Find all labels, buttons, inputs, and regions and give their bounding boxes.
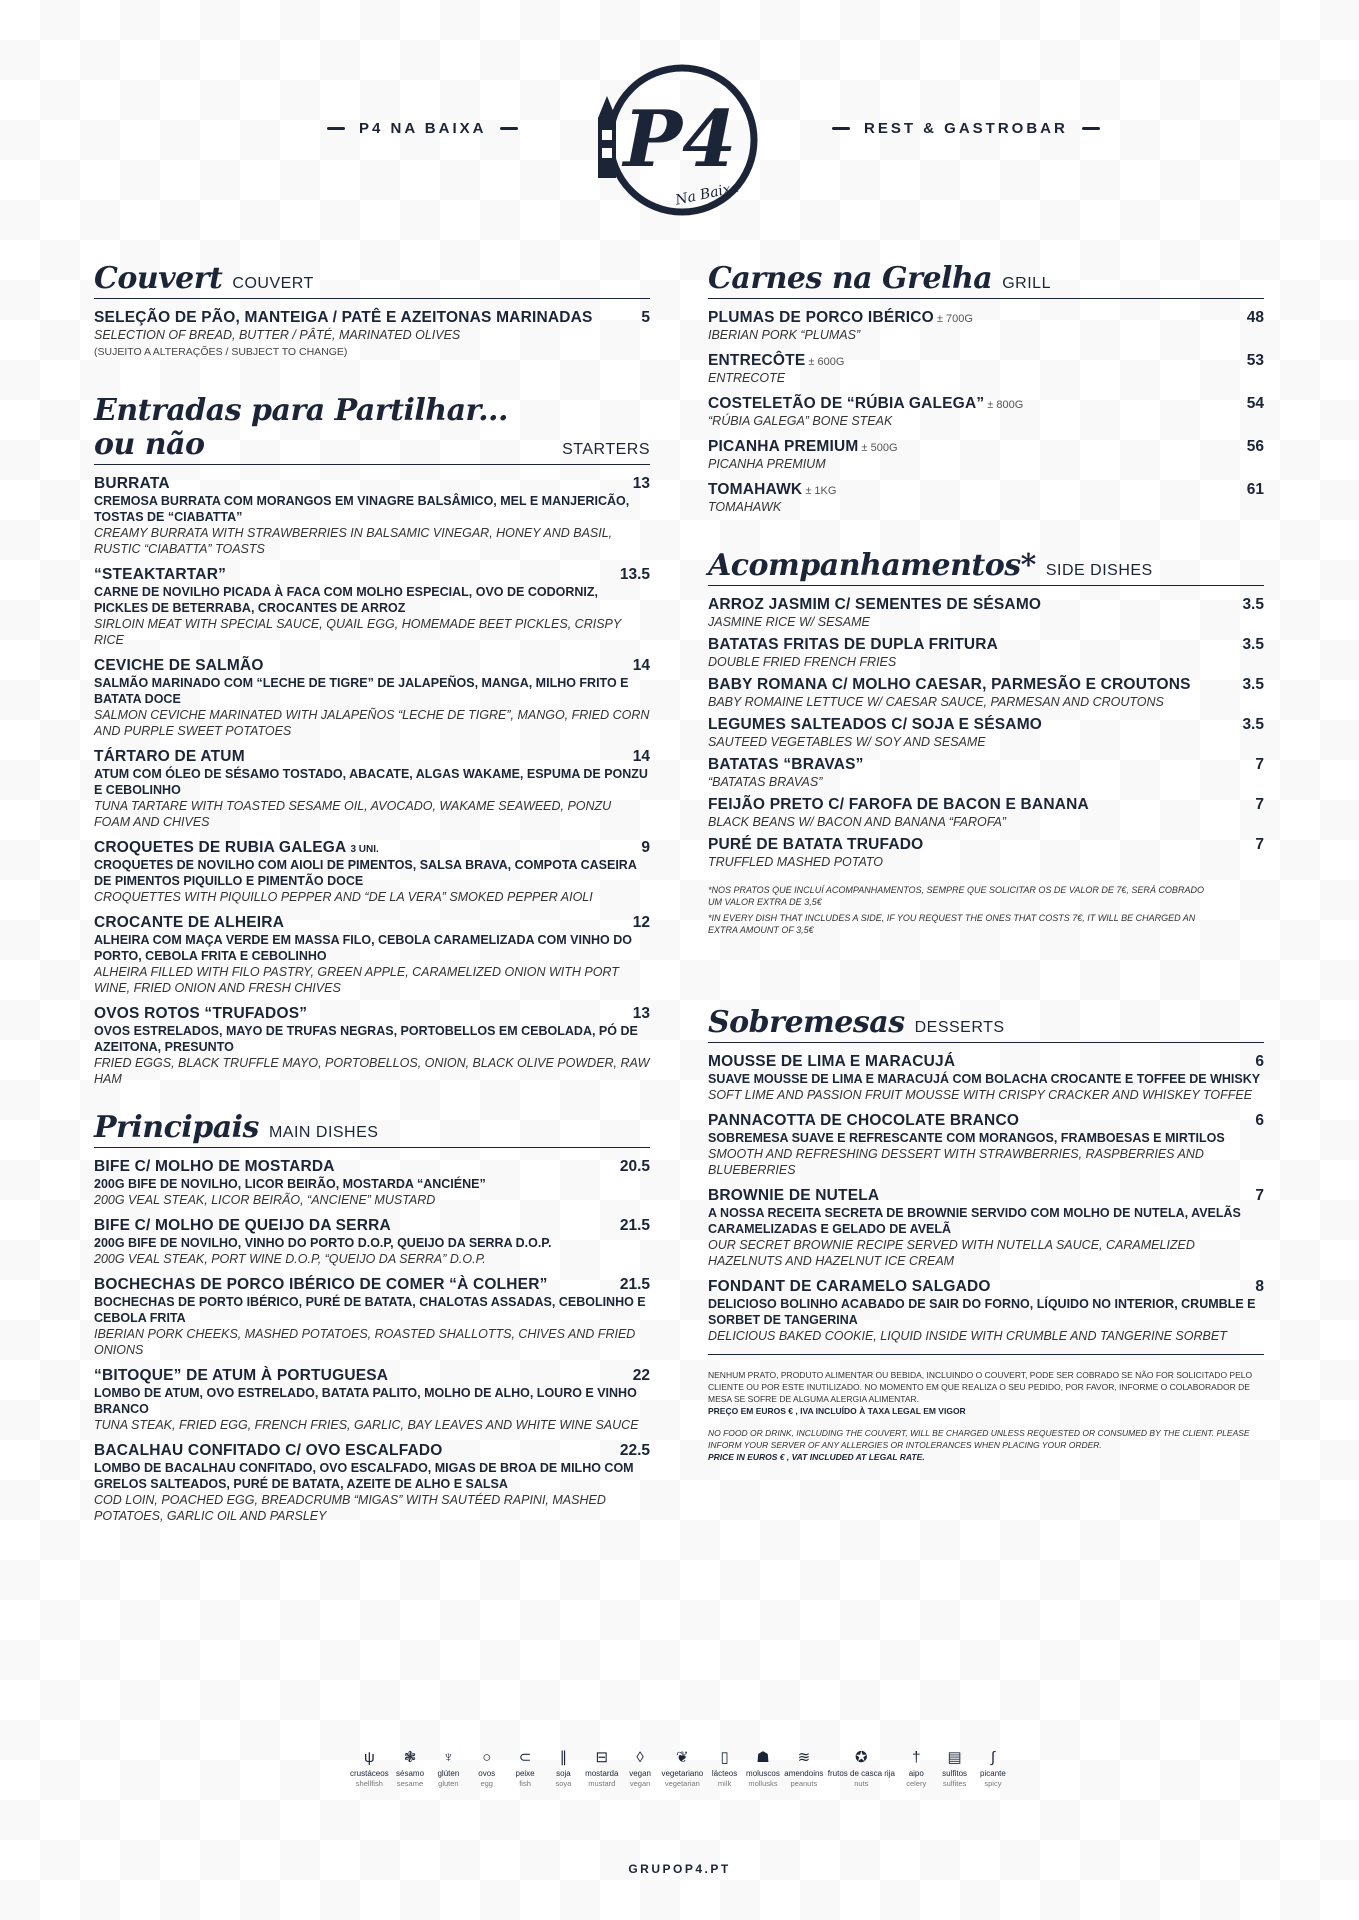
section-title: Couvert [94, 261, 223, 296]
item-weight: ± 1KG [805, 485, 837, 497]
item-description-pt: SOBREMESA SUAVE E REFRESCANTE COM MORANGOS, FRAMBOESAS E MIRTILOS [708, 1131, 1225, 1145]
section-title: Sobremesas [708, 1005, 905, 1040]
item-description-pt: ALHEIRA COM MAÇA VERDE EM MASSA FILO, CEBOLA CARAMELIZADA COM VINHO DO PORTO, CEBOLA FRITA E CEBOLINHO [94, 933, 632, 963]
menu-item [708, 395, 1264, 429]
item-name: FONDANT DE CARAMELO SALGADO [708, 1278, 991, 1295]
allergen-mollusks [746, 1748, 780, 1789]
item-price: 3.5 [1242, 716, 1264, 733]
menu-item [708, 796, 1264, 830]
menu-item [94, 839, 650, 905]
item-weight: ± 800G [987, 399, 1024, 411]
section-starters [94, 394, 650, 1087]
allergen-vegan [623, 1748, 657, 1789]
item-name: ENTRECÔTE [708, 352, 806, 369]
allergen-label-pt: frutos de casca rija [827, 1769, 895, 1778]
menu-item [94, 566, 650, 648]
item-name: PLUMAS DE PORCO IBÉRICO [708, 309, 934, 326]
peanuts-icon: ≋ [797, 1749, 811, 1766]
legal-en: NO FOOD OR DRINK, INCLUDING THE COUVERT, WILL BE CHARGED UNLESS REQUESTED OR CONSUMED BY THE CLIENT. PLEASE INFORM YOUR SERVER OF ANY ALLERGIES OR INTOLERANCES WHEN PLACING YOUR ORDER. [708, 1428, 1250, 1450]
vegetarian-icon: ❦ [676, 1749, 689, 1766]
item-price: 7 [1255, 1187, 1264, 1204]
item-name: SELEÇÃO DE PÃO, MANTEIGA / PATÊ E AZEITONAS MARINADAS [94, 309, 593, 326]
allergen-soya [546, 1748, 580, 1789]
item-description-en: IBERIAN PORK CHEEKS, MASHED POTATOES, ROASTED SHALLOTTS, CHIVES AND FRIED ONIONS [94, 1327, 636, 1357]
allergen-label-pt: vegan [629, 1769, 651, 1778]
allergen-label-pt: amendoins [784, 1769, 824, 1778]
item-description-pt: CREMOSA BURRATA COM MORANGOS EM VINAGRE BALSÂMICO, MEL E MANJERICÃO, TOSTAS DE “CIABATTA” [94, 494, 630, 524]
allergen-label-en: mollusks [748, 1779, 778, 1788]
logo-script: Na Baixa [674, 179, 741, 209]
allergen-egg [470, 1748, 504, 1789]
section-subtitle: STARTERS [562, 441, 650, 458]
item-description-en: 200G VEAL STEAK, PORT WINE D.O.P, “QUEIJO DA SERRA” D.O.P. [94, 1252, 486, 1266]
soy-icon: ∥ [559, 1749, 568, 1766]
section-header [708, 1006, 1264, 1043]
header-right [832, 120, 1100, 137]
item-description-pt: SALMÃO MARINADO COM “LECHE DE TIGRE” DE JALAPEÑOS, MANGA, MILHO FRITO E BATATA DOCE [94, 676, 629, 706]
left-column [94, 262, 650, 1546]
item-description-pt: OVOS ESTRELADOS, MAYO DE TRUFAS NEGRAS, PORTOBELLOS EM CEBOLADA, PÓ DE AZEITONA, PRESUNTO [94, 1024, 638, 1054]
section-grill [708, 262, 1264, 515]
menu-item [708, 352, 1264, 386]
item-description-pt: BOCHECHAS DE PORTO IBÉRICO, PURÉ DE BATATA, CHALOTAS ASSADAS, CEBOLINHO E CEBOLA FRITA [94, 1295, 646, 1325]
menu-item [708, 596, 1264, 630]
item-name: LEGUMES SALTEADOS C/ SOJA E SÉSAMO [708, 716, 1043, 733]
allergen-nuts [828, 1748, 895, 1789]
section-title: Carnes na Grelha [708, 261, 993, 296]
item-price: 13.5 [619, 566, 650, 583]
section-subtitle: DESSERTS [914, 1019, 1005, 1036]
menu-item [708, 1053, 1264, 1103]
allergen-fish [508, 1748, 542, 1789]
allergen-label-en: vegetarian [664, 1779, 700, 1788]
item-description-pt: DELICIOSO BOLINHO ACABADO DE SAIR DO FORNO, LÍQUIDO NO INTERIOR, CRUMBLE E SORBET DE TANGERINA [708, 1297, 1256, 1327]
item-description-pt: LOMBO DE ATUM, OVO ESTRELADO, BATATA PALITO, MOLHO DE ALHO, LOURO E VINHO BRANCO [94, 1386, 637, 1416]
allergen-label-en: vegan [629, 1779, 651, 1788]
allergen-gluten [431, 1748, 465, 1789]
allergen-label-pt: soja [556, 1769, 571, 1778]
item-name: “STEAKTARTAR” [94, 566, 227, 583]
right-column [708, 262, 1264, 1485]
menu-item [708, 481, 1264, 515]
item-description-en: TUNA TARTARE WITH TOASTED SESAME OIL, AVOCADO, WAKAME SEAWEED, PONZU FOAM AND CHIVES [94, 799, 612, 829]
fish-icon: ⊂ [518, 1749, 532, 1766]
item-price: 9 [641, 839, 650, 856]
allergen-label-en: sulfites [942, 1779, 967, 1788]
allergen-legend [350, 1748, 1010, 1789]
allergen-label-pt: lácteos [711, 1769, 738, 1778]
item-description-pt: LOMBO DE BACALHAU CONFITADO, OVO ESCALFADO, MIGAS DE BROA DE MILHO COM GRELOS SALTEADOS, PURÉ DE BATATA, AZEITE DE ALHO E SALSA [94, 1461, 634, 1491]
sulfites-icon: ▤ [947, 1749, 962, 1766]
gluten-icon: ♆ [442, 1749, 454, 1766]
item-description-en: IBERIAN PORK “PLUMAS” [708, 328, 861, 342]
menu-item [94, 309, 650, 358]
allergen-label-en: peanuts [790, 1779, 818, 1788]
item-description-en: SAUTEED VEGETABLES W/ SOY AND SESAME [708, 735, 986, 749]
item-description-en: SIRLOIN MEAT WITH SPECIAL SAUCE, QUAIL EGG, HOMEMADE BEET PICKLES, CRISPY RICE [94, 617, 621, 647]
allergen-label-en: shellfish [355, 1779, 383, 1788]
website-link[interactable]: GRUPOP4.PT [628, 1862, 731, 1876]
item-price: 21.5 [619, 1217, 650, 1234]
item-description-en: BABY ROMAINE LETTUCE W/ CAESAR SAUCE, PARMESAN AND CROUTONS [708, 695, 1164, 709]
section-mains [94, 1111, 650, 1524]
section-header [94, 394, 650, 465]
legal-en-price: PRICE IN EUROS € , VAT INCLUDED AT LEGAL RATE. [708, 1452, 925, 1462]
egg-icon: ○ [482, 1749, 492, 1766]
item-name: COSTELETÃO DE “RÚBIA GALEGA” [708, 395, 985, 412]
item-name: FEIJÃO PRETO C/ FAROFA DE BACON E BANANA [708, 796, 1089, 813]
item-name: CROCANTE DE ALHEIRA [94, 914, 285, 931]
section-subtitle: SIDE DISHES [1045, 562, 1153, 579]
divider [832, 127, 850, 130]
item-name: “BITOQUE” DE ATUM À PORTUGUESA [94, 1367, 389, 1384]
item-name: BATATAS FRITAS DE DUPLA FRITURA [708, 636, 999, 653]
item-description-en: COD LOIN, POACHED EGG, BREADCRUMB “MIGAS” WITH SAUTÉED RAPINI, MASHED POTATOES, GARLIC OIL AND PARSLEY [94, 1493, 606, 1523]
allergen-label-en: milk [717, 1779, 732, 1788]
item-price: 21.5 [619, 1276, 650, 1293]
item-name: TOMAHAWK [708, 481, 803, 498]
sesame-icon: ❃ [403, 1749, 417, 1766]
item-name: CEVICHE DE SALMÃO [94, 657, 264, 674]
item-price: 22 [632, 1367, 650, 1384]
menu-item [708, 636, 1264, 670]
item-name: OVOS ROTOS “TRUFADOS” [94, 1005, 308, 1022]
item-price: 12 [632, 914, 650, 931]
allergen-mustard [585, 1748, 619, 1789]
logo-text: P4 [623, 94, 737, 185]
item-description-en: SALMON CEVICHE MARINATED WITH JALAPEÑOS “LECHE DE TIGRE”, MANGO, FRIED CORN AND PURPLE SWEET POTATOES [94, 708, 650, 738]
item-price: 13 [632, 475, 650, 492]
allergen-label-pt: crustáceos [350, 1769, 389, 1778]
menu-item [708, 438, 1264, 472]
section-header [94, 1111, 650, 1148]
allergen-label-pt: moluscos [746, 1769, 780, 1778]
menu-item [94, 657, 650, 739]
allergen-sesame [393, 1748, 427, 1789]
allergen-label-en: fish [519, 1779, 531, 1788]
allergen-label-pt: peixe [515, 1769, 535, 1778]
item-description-en: SOFT LIME AND PASSION FRUIT MOUSSE WITH CRISPY CRACKER AND WHISKEY TOFFEE [708, 1088, 1253, 1102]
item-price: 48 [1246, 309, 1264, 326]
item-description-en: TRUFFLED MASHED POTATO [708, 855, 884, 869]
section-header [94, 262, 650, 299]
celery-icon: † [912, 1749, 921, 1766]
item-description-en: JASMINE RICE W/ SESAME [708, 615, 870, 629]
legal-pt-price: PREÇO EM EUROS € , IVA INCLUÍDO À TAXA LEGAL EM VIGOR [708, 1406, 966, 1416]
item-description-en: “RÚBIA GALEGA” BONE STEAK [708, 414, 893, 428]
item-price: 56 [1246, 438, 1264, 455]
item-weight: ± 600G [808, 356, 845, 368]
allergen-label-en: spicy [984, 1779, 1002, 1788]
section-subtitle: COUVERT [232, 275, 314, 292]
allergen-label-pt: mostarda [585, 1769, 619, 1778]
allergen-peanuts [784, 1748, 823, 1789]
item-weight: ± 500G [861, 442, 898, 454]
allergen-label-en: celery [906, 1779, 927, 1788]
legal-pt: NENHUM PRATO, PRODUTO ALIMENTAR OU BEBIDA, INCLUINDO O COUVERT, PODE SER COBRADO SE NÃO FOR SOLICITADO PELO CLIENTE OU POR ESTE INUTILIZADO. NO MOMENTO EM QUE REALIZA O SEU PEDIDO, POR FAVOR, INFORME O COLABORADOR DE MESA SE SOFRE DE ALGUMA ALERGIA ALIMENTAR. [708, 1370, 1253, 1404]
item-name: BIFE C/ MOLHO DE MOSTARDA [94, 1158, 335, 1175]
item-description-en: ENTRECOTE [708, 371, 786, 385]
item-name: PANNACOTTA DE CHOCOLATE BRANCO [708, 1112, 1020, 1129]
item-description-pt: CROQUETES DE NOVILHO COM AIOLI DE PIMENTOS, SALSA BRAVA, COMPOTA CASEIRA DE PIMENTOS PIQUILLO E PIMENTÃO DOCE [94, 858, 637, 888]
item-description-en: BLACK BEANS W/ BACON AND BANANA “FAROFA” [708, 815, 1006, 829]
item-price: 13 [632, 1005, 650, 1022]
menu-item [94, 1367, 650, 1433]
allergen-celery [899, 1748, 933, 1789]
item-price: 3.5 [1242, 636, 1264, 653]
sides-note-en: *IN EVERY DISH THAT INCLUDES A SIDE, IF YOU REQUEST THE ONES THAT COSTS 7€, IT WILL BE CHARGED AN EXTRA AMOUNT OF 3,5€ [708, 913, 1196, 935]
menu-item [708, 716, 1264, 750]
section-sides [708, 549, 1264, 936]
item-name: BROWNIE DE NUTELA [708, 1187, 880, 1204]
section-title: Principais [94, 1110, 259, 1145]
mollusks-icon: ☗ [756, 1749, 770, 1766]
allergen-label-pt: aipo [908, 1769, 924, 1778]
item-price: 53 [1246, 352, 1264, 369]
item-quantity: 3 UNI. [350, 844, 379, 855]
item-price: 54 [1246, 395, 1264, 412]
item-description-en: “BATATAS BRAVAS” [708, 775, 823, 789]
item-description-en: CREAMY BURRATA WITH STRAWBERRIES IN BALSAMIC VINEGAR, HONEY AND BASIL, RUSTIC “CIABATTA” TOASTS [94, 526, 613, 556]
allergen-label-pt: picante [980, 1769, 1006, 1778]
menu-item [94, 1276, 650, 1358]
item-price: 5 [641, 309, 650, 326]
item-price: 6 [1255, 1112, 1264, 1129]
header [0, 0, 1359, 240]
spicy-icon: ∫ [990, 1749, 995, 1766]
item-price: 22.5 [619, 1442, 650, 1459]
allergen-label-en: egg [480, 1779, 493, 1788]
p4-logo [590, 48, 770, 228]
menu-item [708, 1112, 1264, 1178]
item-description-en: PICANHA PREMIUM [708, 457, 826, 471]
section-title: Acompanhamentos* [708, 548, 1036, 583]
menu-item [94, 1158, 650, 1208]
item-description-en: SELECTION OF BREAD, BUTTER / PÂTÉ, MARINATED OLIVES [94, 328, 461, 342]
item-name: PURÉ DE BATATA TRUFADO [708, 836, 924, 853]
item-name: BACALHAU CONFITADO C/ OVO ESCALFADO [94, 1442, 443, 1459]
allergen-label-en: soya [555, 1779, 572, 1788]
item-name: BIFE C/ MOLHO DE QUEIJO DA SERRA [94, 1217, 391, 1234]
item-description-pt: ATUM COM ÓLEO DE SÉSAMO TOSTADO, ABACATE, ALGAS WAKAME, ESPUMA DE PONZU E CEBOLINHO [94, 767, 648, 797]
menu-item [708, 676, 1264, 710]
item-description-en: TOMAHAWK [708, 500, 782, 514]
section-couvert [94, 262, 650, 358]
item-description-en: DOUBLE FRIED FRENCH FRIES [708, 655, 897, 669]
allergen-label-en: nuts [854, 1779, 869, 1788]
allergen-shellfish [350, 1748, 389, 1789]
item-price: 7 [1255, 756, 1264, 773]
allergen-spicy [976, 1748, 1010, 1789]
section-desserts [708, 1006, 1264, 1463]
allergen-label-pt: sésamo [396, 1769, 425, 1778]
allergen-vegetarian [661, 1748, 703, 1789]
divider [1082, 127, 1100, 130]
sides-note-pt: *NOS PRATOS QUE INCLUÍ ACOMPANHAMENTOS, SEMPRE QUE SOLICITAR OS DE VALOR DE 7€, SERÁ COBRADO UM VALOR EXTRA DE 3,5€ [708, 885, 1204, 907]
mustard-icon: ⊟ [595, 1749, 609, 1766]
milk-icon: ▯ [720, 1749, 729, 1766]
item-description-pt: 200G BIFE DE NOVILHO, VINHO DO PORTO D.O.P, QUEIJO DA SERRA D.O.P. [94, 1236, 552, 1250]
item-description-pt: SUAVE MOUSSE DE LIMA E MARACUJÁ COM BOLACHA CROCANTE E TOFFEE DE WHISKY [708, 1072, 1261, 1086]
item-price: 20.5 [619, 1158, 650, 1175]
item-name: BABY ROMANA C/ MOLHO CAESAR, PARMESÃO E CROUTONS [708, 676, 1191, 693]
allergen-sulfites [938, 1748, 972, 1789]
item-name: PICANHA PREMIUM [708, 438, 859, 455]
item-description-en: SMOOTH AND REFRESHING DESSERT WITH STRAWBERRIES, RASPBERRIES AND BLUEBERRIES [708, 1147, 1204, 1177]
item-name: BATATAS “BRAVAS” [708, 756, 864, 773]
menu-item [708, 1278, 1264, 1344]
section-header [708, 262, 1264, 299]
item-name: TÁRTARO DE ATUM [94, 748, 245, 765]
item-price: 14 [632, 657, 650, 674]
nuts-icon: ✪ [855, 1749, 868, 1766]
item-description-en: DELICIOUS BAKED COOKIE, LIQUID INSIDE WITH CRUMBLE AND TANGERINE SORBET [708, 1329, 1227, 1343]
menu-item [708, 756, 1264, 790]
item-description-en: FRIED EGGS, BLACK TRUFFLE MAYO, PORTOBELLOS, ONION, BLACK OLIVE POWDER, RAW HAM [94, 1056, 650, 1086]
item-price: 3.5 [1242, 676, 1264, 693]
allergen-label-pt: glúten [437, 1769, 460, 1778]
menu-item [94, 1217, 650, 1267]
item-description-en: ALHEIRA FILLED WITH FILO PASTRY, GREEN APPLE, CARAMELIZED ONION WITH PORT WINE, FRIED ONION AND FRESH CHIVES [94, 965, 619, 995]
allergen-label-en: sesame [396, 1779, 424, 1788]
item-name: MOUSSE DE LIMA E MARACUJÁ [708, 1053, 956, 1070]
menu-item [94, 748, 650, 830]
item-price: 14 [632, 748, 650, 765]
legal-notice [708, 1354, 1264, 1463]
item-price: 6 [1255, 1053, 1264, 1070]
item-price: 61 [1246, 481, 1264, 498]
item-description-en: 200G VEAL STEAK, LICOR BEIRÃO, “ANCIENE” MUSTARD [94, 1193, 436, 1207]
shellfish-icon: ψ [363, 1749, 375, 1766]
item-name: BOCHECHAS DE PORCO IBÉRICO DE COMER “À COLHER” [94, 1276, 548, 1293]
menu-item [708, 1187, 1264, 1269]
item-name: BURRATA [94, 475, 170, 492]
item-weight: ± 700G [936, 313, 973, 325]
divider [327, 127, 345, 130]
menu-item [94, 1442, 650, 1524]
header-right-label: REST & GASTROBAR [864, 120, 1068, 137]
allergen-label-en: gluten [438, 1779, 459, 1788]
section-header [708, 549, 1264, 586]
item-description-en: TUNA STEAK, FRIED EGG, FRENCH FRIES, GARLIC, BAY LEAVES AND WHITE WINE SAUCE [94, 1418, 639, 1432]
item-name: ARROZ JASMIM C/ SEMENTES DE SÉSAMO [708, 596, 1042, 613]
item-description-en: CROQUETTES WITH PIQUILLO PEPPER AND “DE LA VERA” SMOKED PEPPER AIOLI [94, 890, 593, 904]
item-description-pt: A NOSSA RECEITA SECRETA DE BROWNIE SERVIDO COM MOLHO DE NUTELA, AVELÃS CARAMELIZADAS E GELADO DE AVELÃ [708, 1206, 1241, 1236]
item-price: 7 [1255, 796, 1264, 813]
section-subtitle: MAIN DISHES [268, 1124, 379, 1141]
item-description-pt: 200G BIFE DE NOVILHO, LICOR BEIRÃO, MOSTARDA “ANCIÉNE” [94, 1177, 486, 1191]
item-name: CROQUETES DE RUBIA GALEGA [94, 839, 347, 856]
item-description-pt: CARNE DE NOVILHO PICADA À FACA COM MOLHO ESPECIAL, OVO DE CODORNIZ, PICKLES DE BETERRABA, CROCANTES DE ARROZ [94, 585, 598, 615]
header-left-label: P4 NA BAIXA [359, 120, 487, 137]
item-price: 7 [1255, 836, 1264, 853]
item-price: 3.5 [1242, 596, 1264, 613]
menu-item [94, 1005, 650, 1087]
menu-item [94, 475, 650, 557]
menu-item [94, 914, 650, 996]
section-subtitle: GRILL [1002, 275, 1051, 292]
divider [500, 127, 518, 130]
item-description-en: OUR SECRET BROWNIE RECIPE SERVED WITH NUTELLA SAUCE, CARAMELIZED HAZELNUTS AND HAZELNUT ICE CREAM [708, 1238, 1195, 1268]
menu-item [708, 836, 1264, 870]
section-title: Entradas para Partilhar... ou não [94, 393, 508, 462]
menu-item [708, 309, 1264, 343]
allergen-label-pt: sulfitos [942, 1769, 968, 1778]
allergen-milk [708, 1748, 742, 1789]
item-price: 8 [1255, 1278, 1264, 1295]
allergen-label-en: mustard [588, 1779, 616, 1788]
allergen-label-pt: vegetariano [661, 1769, 704, 1778]
allergen-label-pt: ovos [478, 1769, 496, 1778]
vegan-icon: ◊ [636, 1749, 644, 1766]
header-left [327, 120, 518, 137]
item-note: (SUJEITO A ALTERAÇÕES / SUBJECT TO CHANGE) [94, 346, 348, 358]
